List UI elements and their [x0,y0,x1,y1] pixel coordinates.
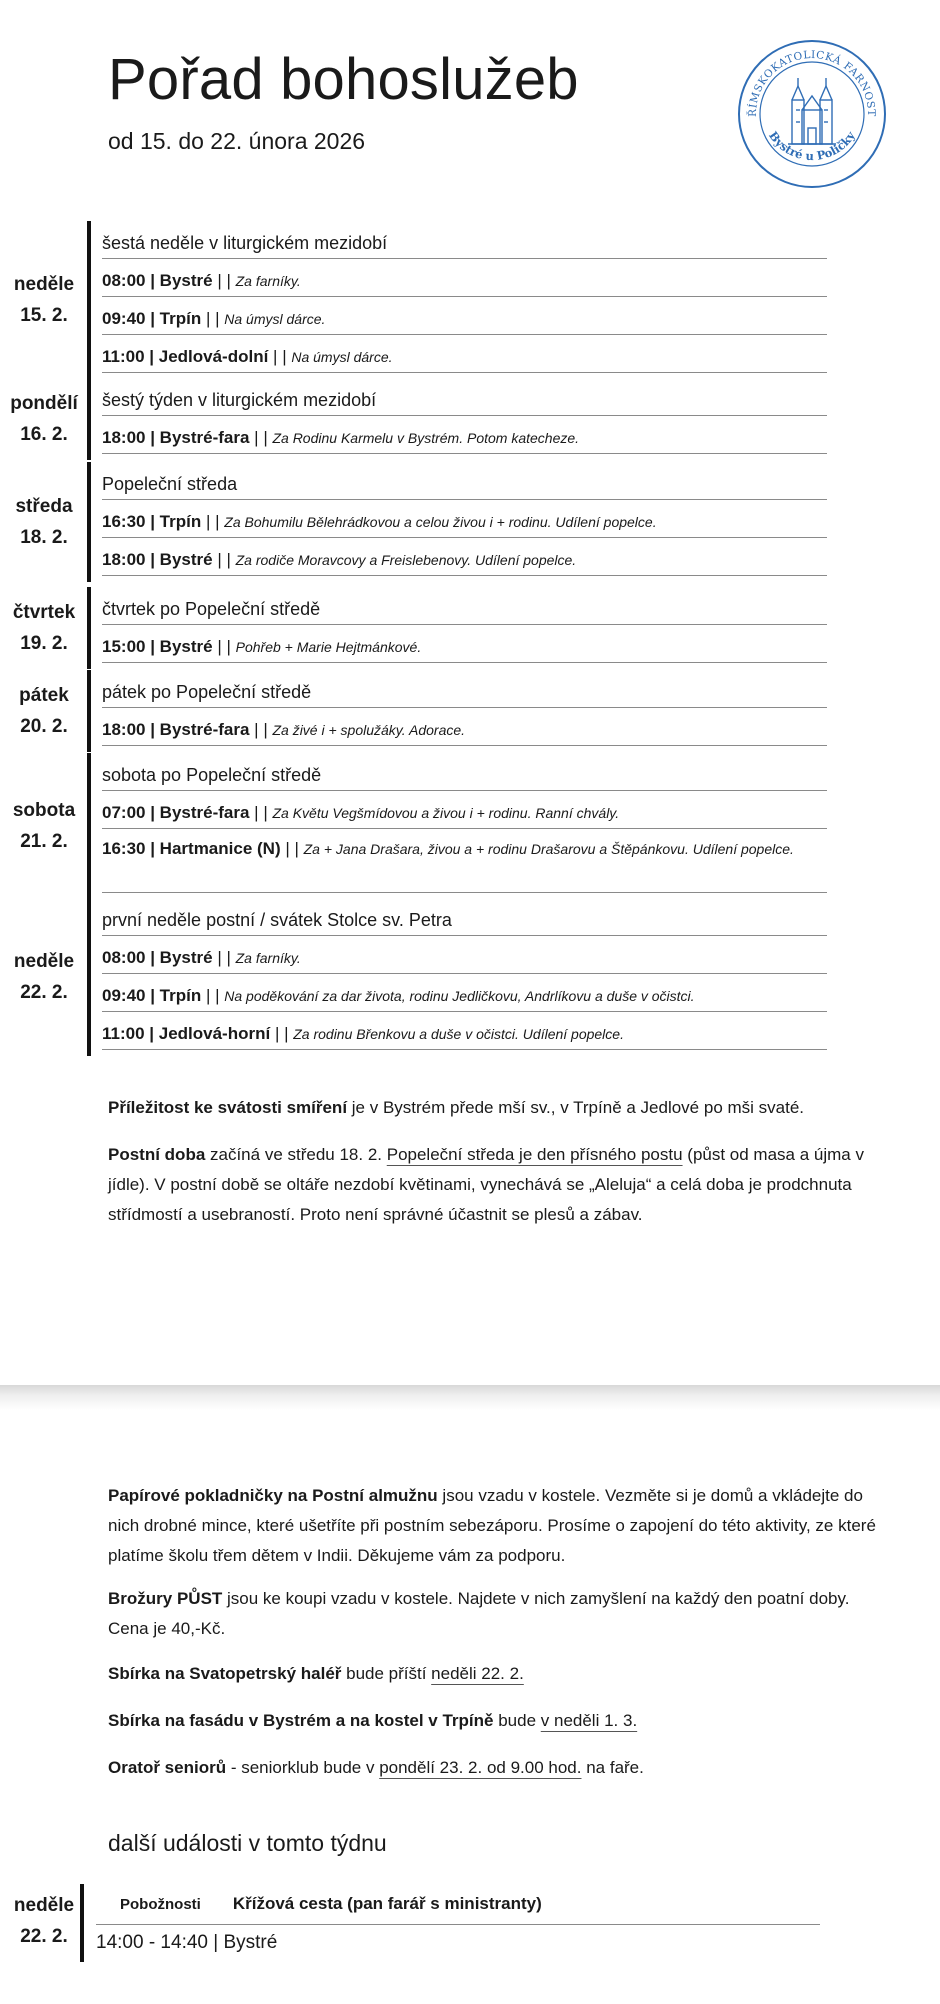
service-separator: | | [201,986,225,1005]
day-name: pondělí [10,393,78,414]
service-intention: Za rodinu Břenkovu a duše v očistci. Udílení popelce. [293,1026,624,1042]
day-bar [87,462,91,582]
day-bar [87,753,91,899]
day-bar [87,670,91,752]
service-intention: Na poděkování za dar života, rodinu Jedličkovu, Andrlíkovu a duše v očistci. [224,988,695,1004]
service-time-place: 09:40 | Trpín [102,986,202,1005]
day-heading: Popeleční středa [102,462,827,500]
day-date: 15. 2. [20,305,68,326]
day-heading: šestý týden v liturgickém mezidobí [102,378,827,416]
svg-text:ŘÍMSKOKATOLICKÁ FARNOST: ŘÍMSKOKATOLICKÁ FARNOST [746,48,878,118]
service-time-place: 18:00 | Bystré-fara [102,720,250,739]
service-separator: | | [201,309,225,328]
day-heading: pátek po Popeleční středě [102,670,827,708]
page-subtitle: od 15. do 22. února 2026 [108,128,366,154]
event-day-label: neděle 22. 2. [13,1895,75,1947]
day-heading: čtvrtek po Popeleční středě [102,587,827,625]
service-intention: Za živé i + spolužáky. Adorace. [272,722,466,738]
day-date: 16. 2. [20,424,68,445]
day-bar [87,898,91,1056]
service-intention: Za Bohumilu Bělehrádkovou a celou živou i + rodinu. Udílení popelce. [224,514,657,530]
day-block [0,462,940,582]
service-time-place: 07:00 | Bystré-fara [102,803,250,822]
brochure-notice: Brožury PŮST jsou ke koupi vzadu v kostele. Najdete v nich zamyšlení na každý den poatní doby. Cena je 40,-Kč. [108,1589,850,1638]
service-time-place: 16:30 | Trpín [102,512,202,531]
seniors-notice: Oratoř seniorů - seniorklub bude v pondělí 23. 2. od 9.00 hod. na faře. [108,1758,644,1777]
day-label [0,680,88,742]
service-row [102,708,827,746]
service-intention: Na úmysl dárce. [224,311,326,327]
day-rows [102,378,827,454]
service-separator: | | [212,550,236,569]
event-bar [80,1884,84,1962]
day-rows [102,587,827,663]
service-separator: | | [212,637,236,656]
service-row [102,936,827,974]
service-time-place: 09:40 | Trpín [102,309,202,328]
day-name: pátek [19,685,69,706]
day-name: neděle [13,274,75,295]
service-separator: | | [212,948,236,967]
service-intention: Za + Jana Drašara, živou a + rodinu Drašarovu a Štěpánkovu. Udílení popelce. [303,841,794,857]
day-heading: šestá neděle v liturgickém mezidobí [102,221,827,259]
service-intention: Za Květu Vegšmídovou a živou i + rodinu. Ranní chvály. [272,805,620,821]
lent-notice: Postní doba začíná ve středu 18. 2. Popeleční středa je den přísného postu (půst od masa a újma v jídle). V postní době se oltáře nezdobí květinami, vynechává se „Aleluja“ a celá doba je prodchnuta střídmostí a usebraností. Proto není správné účastnit se plesů a zábav. [108,1145,864,1224]
service-time-place: 11:00 | Jedlová-dolní [102,347,269,366]
service-time-place: 08:00 | Bystré [102,948,213,967]
day-date: 19. 2. [20,633,68,654]
service-time-place: 16:30 | Hartmanice (N) [102,839,281,858]
service-intention: Za rodiče Moravcovy a Freislebenovy. Udílení popelce. [235,552,577,568]
service-row [102,259,827,297]
service-row [102,416,827,454]
service-separator: | | [212,271,236,290]
service-time-place: 15:00 | Bystré [102,637,213,656]
day-block [0,753,940,899]
day-block [0,587,940,669]
day-label [0,269,88,331]
alms-notice: Papírové pokladničky na Postní almužnu jsou vzadu v kostele. Vezměte si je domů a vkládejte do nich drobné mince, které ušetříte při postním sebezáporu. Prosíme o zapojení do této aktivity, ze které platíme školu třem dětem v Indii. Děkujeme vám za podporu. [108,1486,876,1565]
day-date: 21. 2. [20,831,68,852]
service-time-place: 18:00 | Bystré [102,550,213,569]
day-rows [102,670,827,746]
service-row [102,1012,827,1050]
day-block [0,221,940,379]
service-separator: | | [270,1024,294,1043]
day-rows [102,898,827,1050]
events-heading: další události v tomto týdnu [108,1830,387,1856]
service-row [102,500,827,538]
day-label [0,491,88,553]
event-time: 14:00 - 14:40 | Bystré [96,1932,278,1953]
day-block [0,378,940,460]
event-header-row [96,1884,820,1925]
service-time-place: 08:00 | Bystré [102,271,213,290]
service-row [102,791,827,829]
peter-pence-notice: Sbírka na Svatopetrský haléř bude příští neděli 22. 2. [108,1664,524,1683]
day-name: čtvrtek [12,602,76,623]
day-block [0,670,940,752]
parish-seal-icon [736,38,888,190]
service-row [102,538,827,576]
day-label [0,946,88,1008]
day-label [0,597,88,659]
day-heading: první neděle postní / svátek Stolce sv. Petra [102,898,827,936]
service-separator: | | [249,428,273,447]
day-name: neděle [13,951,75,972]
day-rows [102,221,827,373]
service-separator: | | [249,803,273,822]
service-separator: | | [268,347,292,366]
service-time-place: 18:00 | Bystré-fara [102,428,250,447]
event-category: Pobožnosti [120,1896,201,1913]
facade-collection-notice: Sbírka na fasádu v Bystrém a na kostel v Trpíně bude v neděli 1. 3. [108,1711,638,1730]
service-row [102,625,827,663]
day-rows [102,753,827,893]
day-date: 22. 2. [20,982,68,1003]
service-intention: Za farníky. [235,950,301,966]
day-label [0,388,88,450]
confession-notice: Příležitost ke svátosti smíření je v Bystrém přede mší sv., v Trpíně a Jedlové po mši svaté. [108,1098,805,1117]
day-label [0,795,88,857]
page-2 [0,1410,940,2004]
day-block [0,898,940,1056]
day-bar [87,221,91,379]
day-date: 18. 2. [20,527,68,548]
service-row [102,829,827,893]
service-separator: | | [201,512,225,531]
service-separator: | | [249,720,273,739]
day-heading: sobota po Popeleční středě [102,753,827,791]
svg-text:Bystré u Poličky: Bystré u Poličky [766,128,858,164]
service-row [102,974,827,1012]
event-block [0,1884,940,1962]
day-name: sobota [12,800,76,821]
service-intention: Za farníky. [235,273,301,289]
day-bar [87,378,91,460]
page-title: Pořad bohoslužeb [108,47,579,112]
service-intention: Na úmysl dárce. [291,349,393,365]
day-date: 20. 2. [20,716,68,737]
service-row [102,335,827,373]
service-intention: Pohřeb + Marie Hejtmánkové. [235,639,422,655]
day-name: středa [15,496,73,517]
service-intention: Za Rodinu Karmelu v Bystrém. Potom katecheze. [272,430,580,446]
service-separator: | | [280,839,304,858]
event-name: Křížová cesta (pan farář s ministranty) [232,1894,542,1913]
day-bar [87,587,91,669]
service-row [102,297,827,335]
page-separator [0,1385,940,1410]
day-rows [102,462,827,576]
service-time-place: 11:00 | Jedlová-horní [102,1024,271,1043]
